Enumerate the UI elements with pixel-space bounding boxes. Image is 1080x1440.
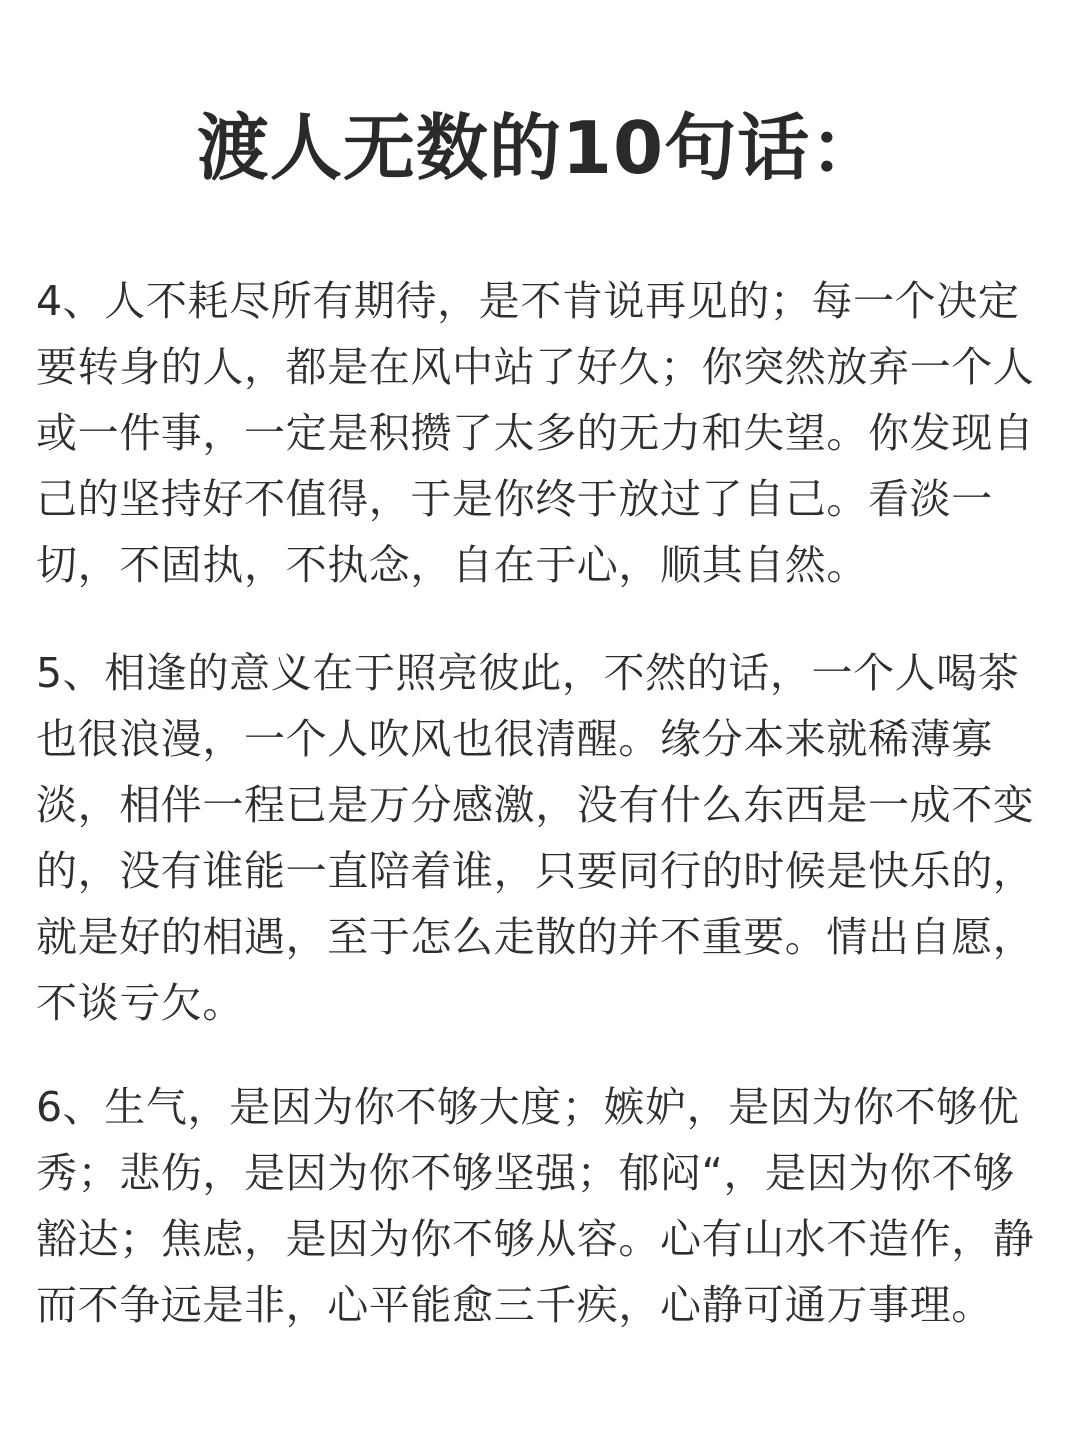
- paragraph-5: 5、相逢的意义在于照亮彼此，不然的话，一个人喝茶也很浪漫，一个人吹风也很清醒。缘分本来就稀薄寡淡，相伴一程已是万分感激，没有什么东西是一成不变的，没有谁能一直陪着谁，只要同行的时候是快乐的，就是好的相遇，至于怎么走散的并不重要。情出自愿，不谈亏欠。: [36, 649, 1035, 1027]
- page-title: 渡人无数的10句话：: [196, 106, 884, 190]
- paragraph-4: 4、人不耗尽所有期待，是不肯说再见的；每一个决定要转身的人，都是在风中站了好久；你突然放弃一个人或一件事，一定是积攒了太多的无力和失望。你发现自己的坚持好不值得，于是你终于放过了自己。看淡一切，不固执，不执念，自在于心，顺其自然。: [36, 277, 1035, 589]
- paragraph-6: 6、生气，是因为你不够大度；嫉妒，是因为你不够优秀；悲伤，是因为你不够坚强；郁闷“，是因为你不够豁达；焦虑，是因为你不够从容。心有山水不造作，静而不争远是非，心平能愈三千疾，心静可通万事理。: [36, 1083, 1035, 1329]
